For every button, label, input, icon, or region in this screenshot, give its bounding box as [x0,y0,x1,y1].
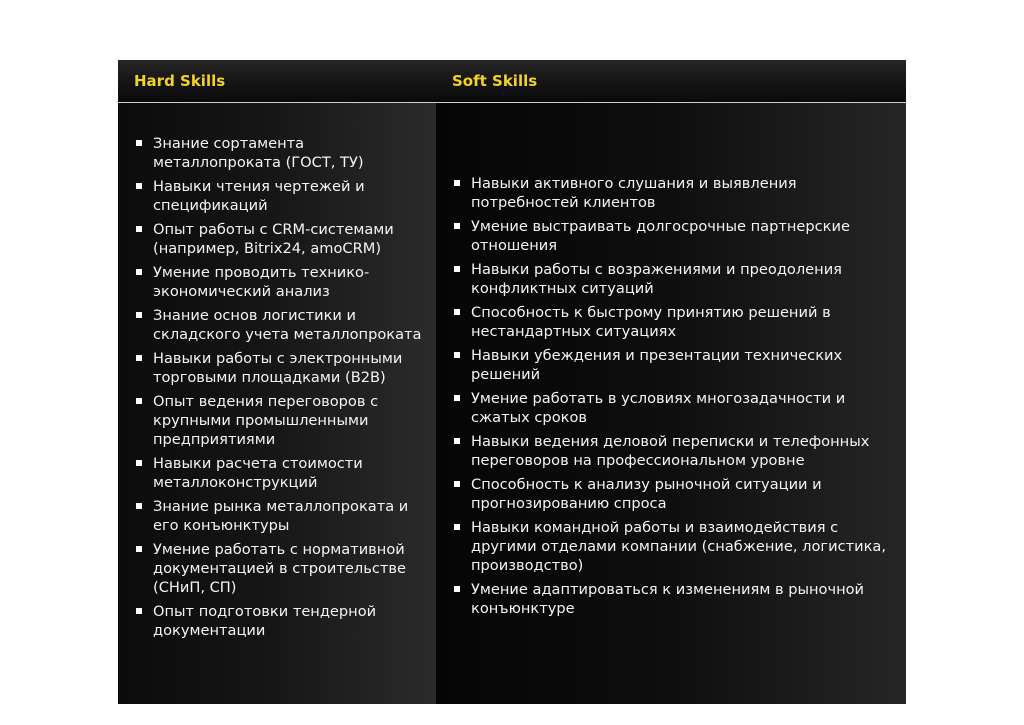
list-item [134,454,424,492]
bullet-icon [136,503,142,509]
list-item [134,540,424,597]
skill-text: Умение работать в условиях многозадачности и сжатых сроков [471,390,846,426]
bullet-icon [454,395,460,401]
skill-text: Опыт работы с CRM-системами (например, Bitrix24, amoCRM) [153,221,394,257]
skill-text: Навыки работы с возражениями и преодоления конфликтных ситуаций [471,261,842,297]
skill-text: Умение работать с нормативной документацией в строительстве (СНиП, СП) [153,541,406,596]
table-header-row [118,60,906,103]
list-item [452,580,894,618]
skill-text: Умение выстраивать долгосрочные партнерские отношения [471,218,850,254]
bullet-icon [136,355,142,361]
list-item [452,303,894,341]
soft-skills-header: Soft Skills [452,72,538,90]
skills-table [118,60,906,704]
skill-text: Опыт ведения переговоров с крупными промышленными предприятиями [153,393,379,448]
bullet-icon [136,546,142,552]
skill-text: Способность к анализу рыночной ситуации и прогнозированию спроса [471,476,822,512]
list-item [452,260,894,298]
list-item [134,220,424,258]
soft-skills-column [436,103,906,704]
list-item [134,497,424,535]
bullet-icon [454,586,460,592]
bullet-icon [136,460,142,466]
list-item [452,346,894,384]
bullet-icon [454,309,460,315]
soft-skills-list [452,174,894,618]
skill-text: Навыки ведения деловой переписки и телефонных переговоров на профессиональном уровне [471,433,870,469]
skill-text: Навыки активного слушания и выявления потребностей клиентов [471,175,797,211]
bullet-icon [454,352,460,358]
skill-text: Навыки командной работы и взаимодействия с другими отделами компании (снабжение, логистика, производство) [471,519,886,574]
list-item [134,177,424,215]
hard-skills-header: Hard Skills [134,72,226,90]
bullet-icon [454,180,460,186]
skill-text: Навыки убеждения и презентации технических решений [471,347,843,383]
skill-text: Знание основ логистики и складского учета металлопроката [153,307,422,343]
bullet-icon [454,266,460,272]
skill-text: Навыки чтения чертежей и спецификаций [153,178,365,214]
list-item [452,389,894,427]
list-item [452,475,894,513]
list-item [134,306,424,344]
list-item [134,349,424,387]
bullet-icon [454,223,460,229]
bullet-icon [136,269,142,275]
skill-text: Навыки расчета стоимости металлоконструкций [153,455,363,491]
skill-text: Умение проводить технико-экономический анализ [153,264,370,300]
hard-skills-list [134,134,424,640]
bullet-icon [454,438,460,444]
list-item [134,263,424,301]
list-item [452,432,894,470]
bullet-icon [136,140,142,146]
bullet-icon [454,524,460,530]
list-item [134,602,424,640]
bullet-icon [136,226,142,232]
bullet-icon [136,312,142,318]
bullet-icon [136,183,142,189]
hard-skills-column [118,103,436,704]
list-item [134,392,424,449]
skill-text: Опыт подготовки тендерной документации [153,603,377,639]
skill-text: Навыки работы с электронными торговыми площадками (B2B) [153,350,403,386]
skill-text: Знание рынка металлопроката и его конъюнктуры [153,498,409,534]
skill-text: Способность к быстрому принятию решений в нестандартных ситуациях [471,304,831,340]
list-item [452,174,894,212]
list-item [452,518,894,575]
bullet-icon [136,398,142,404]
bullet-icon [136,608,142,614]
skill-text: Знание сортамента металлопроката (ГОСТ, ТУ) [153,135,364,171]
skill-text: Умение адаптироваться к изменениям в рыночной конъюнктуре [471,581,865,617]
list-item [134,134,424,172]
list-item [452,217,894,255]
bullet-icon [454,481,460,487]
